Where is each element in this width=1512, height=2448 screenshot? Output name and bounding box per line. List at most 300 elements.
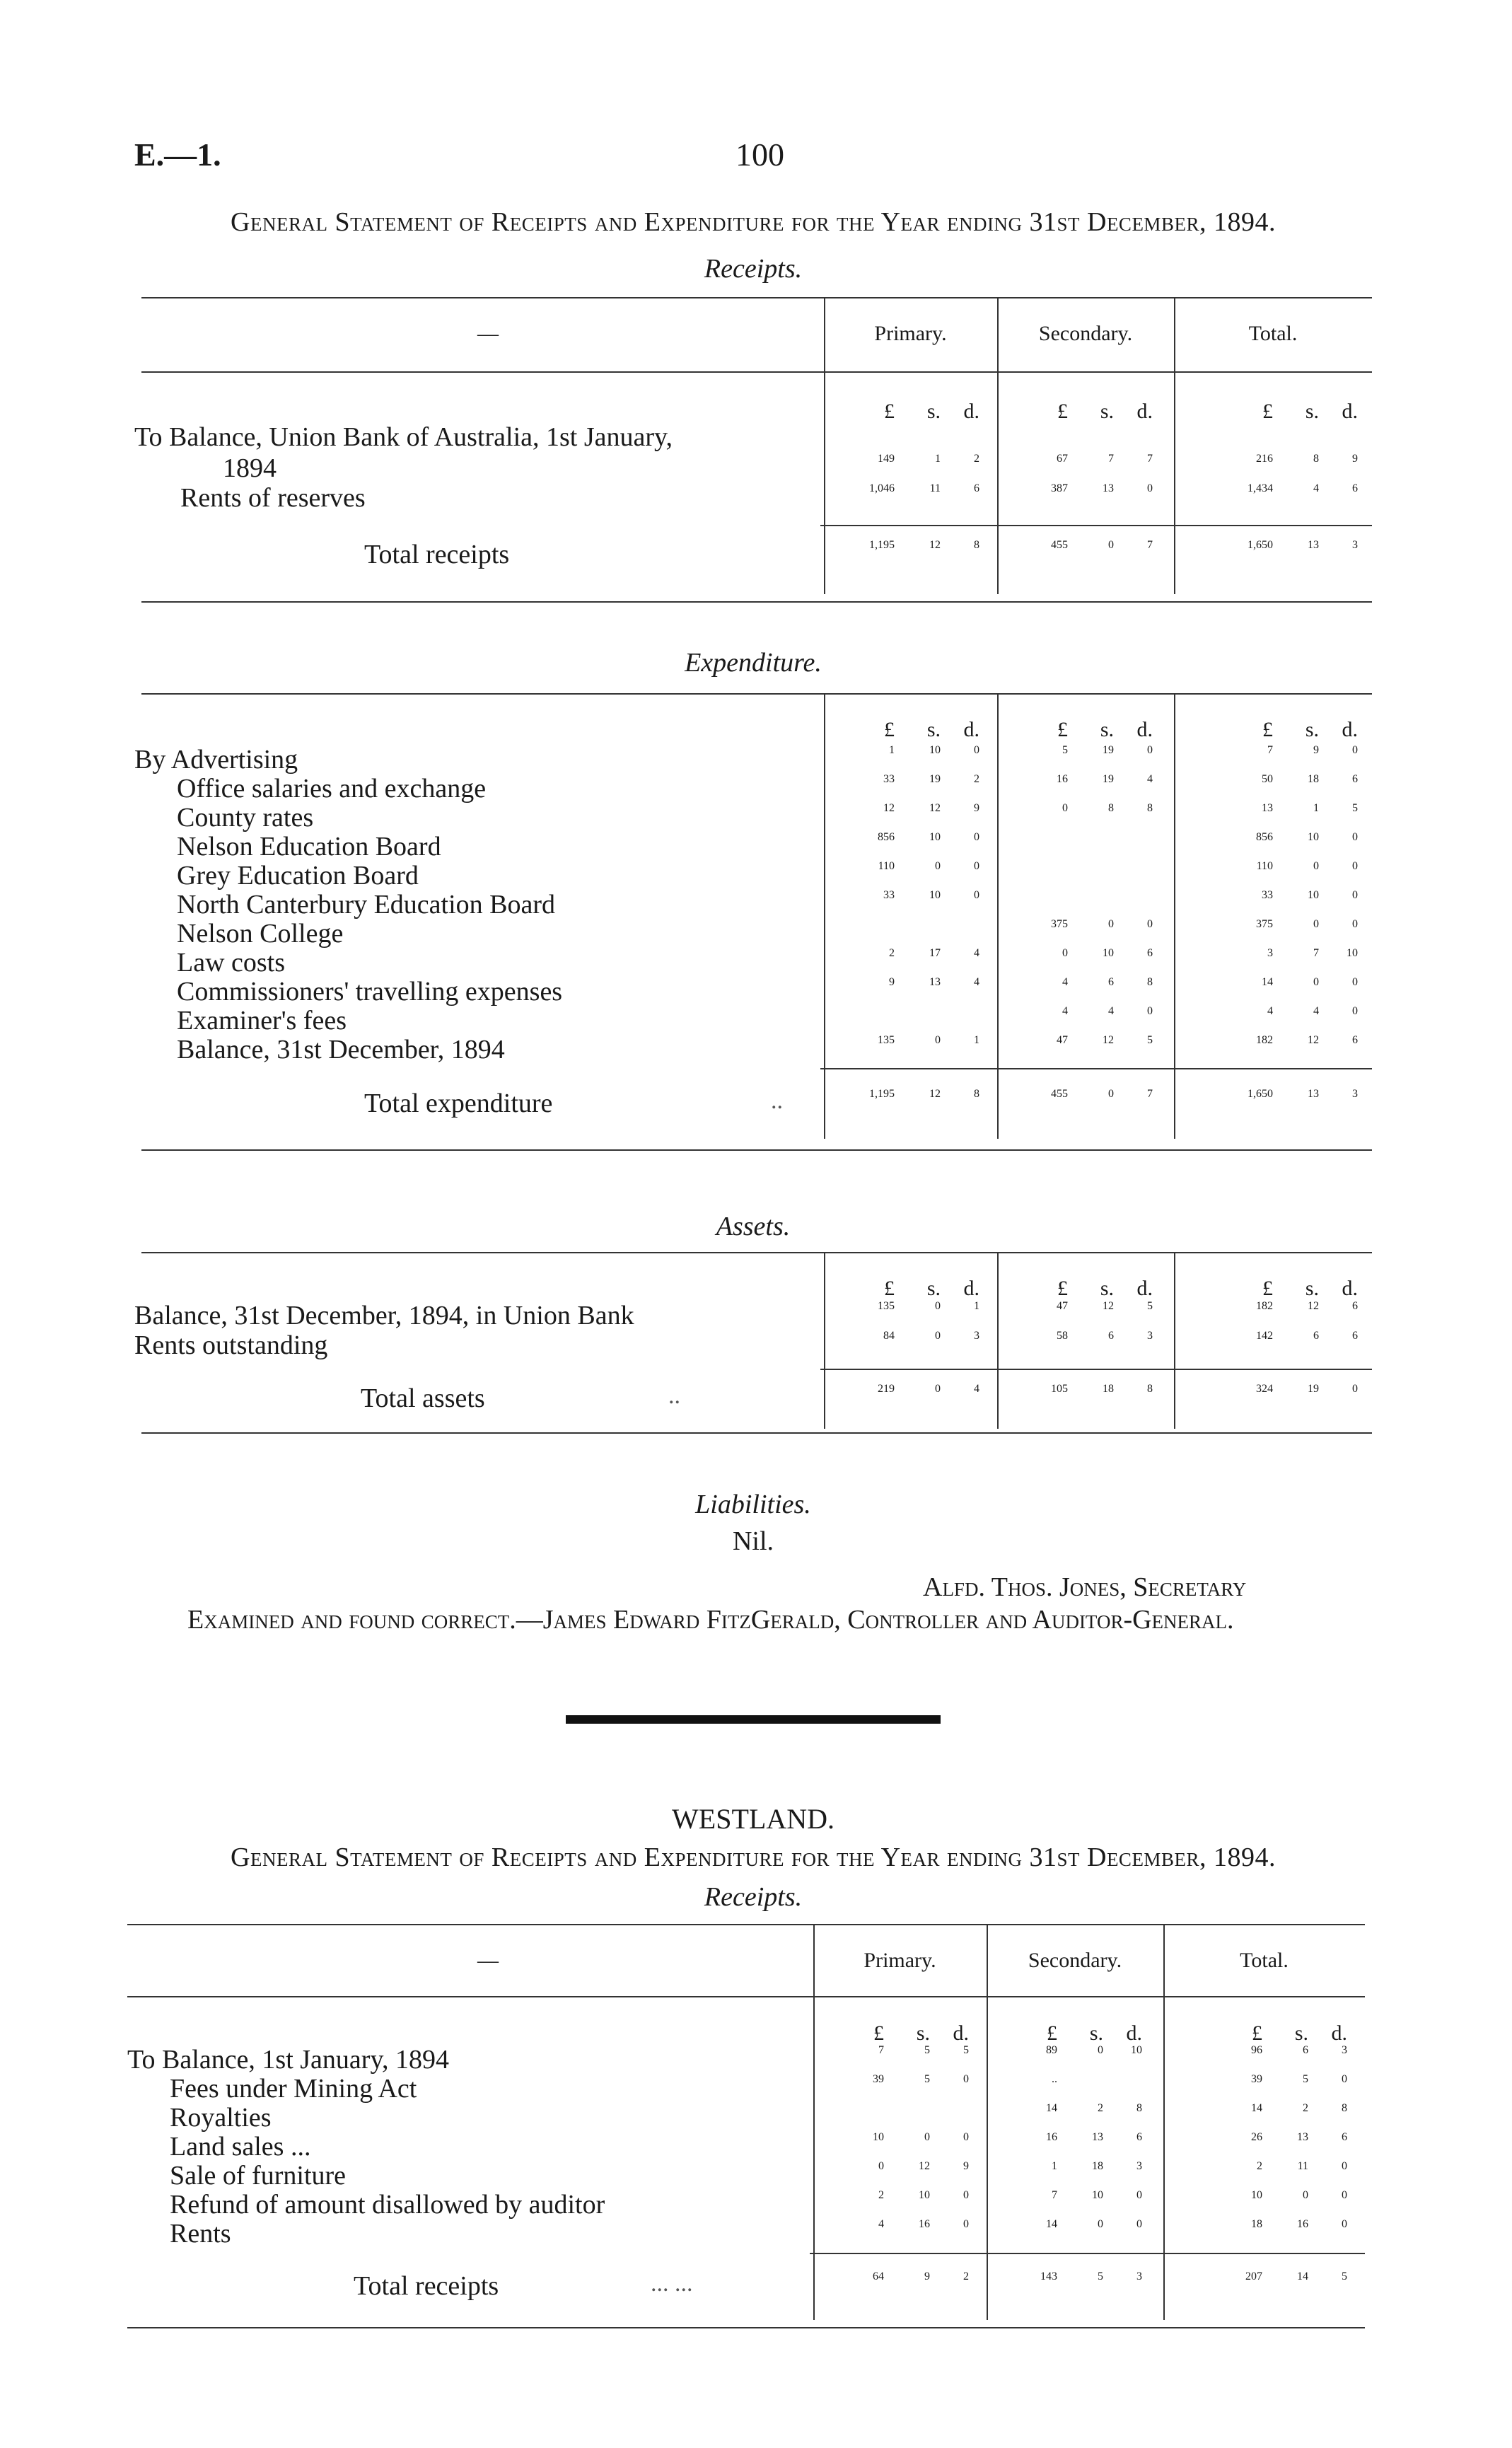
column-secondary: Secondary. — [1038, 322, 1133, 345]
expenditure-label: County rates — [177, 803, 314, 833]
secondary-unit-shillings: s. — [1100, 1277, 1114, 1300]
expenditure-row-t-pence: 0 — [1352, 976, 1358, 988]
expenditure-heading: Expenditure. — [685, 648, 822, 678]
column-divider — [824, 693, 825, 1139]
asset-row-s-pounds: 58 — [1057, 1330, 1068, 1342]
expenditure-row-t-pounds: 50 — [1262, 773, 1273, 785]
expenditure-row-t-pounds: 3 — [1267, 947, 1273, 959]
receipt-row-s-pounds: 14 — [1046, 2218, 1057, 2230]
receipt-row-s-pence: 0 — [1136, 2218, 1142, 2230]
asset-row-t-pounds: 142 — [1256, 1330, 1273, 1342]
table-rule — [820, 1068, 1372, 1069]
column-divider — [824, 1252, 825, 1429]
expenditure-row-s-pence: 5 — [1147, 1034, 1153, 1046]
expenditure-row-s-shillings: 6 — [1108, 976, 1114, 988]
receipt-row-t-shillings: 16 — [1297, 2218, 1308, 2230]
expenditure-row-s-pence: 8 — [1147, 976, 1153, 988]
leader-dots: .. — [771, 1088, 783, 1114]
table-rule — [141, 1432, 1372, 1434]
total-assets-label: Total assets — [361, 1383, 485, 1413]
expenditure-row-p-pounds: 33 — [883, 773, 895, 785]
total-receipts-label: Total receipts — [364, 540, 510, 569]
receipt-row-s-shillings: 18 — [1092, 2160, 1103, 2172]
expenditure-row-p-pence: 9 — [974, 802, 979, 814]
receipt-label: Refund of amount disallowed by auditor — [170, 2190, 605, 2220]
column-divider — [987, 1924, 988, 2320]
asset-row-t-pounds: 182 — [1256, 1300, 1273, 1312]
total-unit-shillings: s. — [1305, 718, 1319, 741]
total-assets-row-s-pence: 8 — [1147, 1383, 1153, 1395]
asset-row-t-shillings: 12 — [1308, 1300, 1319, 1312]
expenditure-label: Nelson College — [177, 919, 344, 949]
total-receipts-row-t-pounds: 207 — [1245, 2270, 1262, 2282]
receipt-label: To Balance, 1st January, 1894 — [127, 2045, 449, 2075]
table-rule — [141, 693, 1372, 695]
total-receipts-row-p-shillings: 12 — [929, 539, 941, 551]
secondary-unit-pounds: £ — [1057, 400, 1068, 423]
expenditure-row-s-pence: 8 — [1147, 802, 1153, 814]
receipt-label: Sale of furniture — [170, 2161, 347, 2191]
total-receipts-row-t-shillings: 13 — [1308, 539, 1319, 551]
table-rule — [810, 2253, 1365, 2254]
receipt-row-balance-p-pence: 2 — [974, 453, 979, 465]
table-rule — [820, 525, 1372, 526]
receipt-row-s-shillings: 2 — [1098, 2102, 1103, 2114]
expenditure-row-t-pence: 0 — [1352, 1005, 1358, 1017]
liabilities-value: Nil. — [732, 1526, 774, 1556]
expenditure-row-p-pence: 0 — [974, 889, 979, 901]
asset-row-p-pence: 3 — [974, 1330, 979, 1342]
receipt-row-t-pence: 0 — [1342, 2160, 1347, 2172]
total-unit-shillings: s. — [1305, 1277, 1319, 1300]
receipt-label: Fees under Mining Act — [170, 2074, 417, 2104]
total-unit-pence: d. — [1342, 1277, 1358, 1300]
expenditure-row-p-pounds: 33 — [883, 889, 895, 901]
total-receipts-row-s-pence: 7 — [1147, 539, 1153, 551]
receipt-row-rents-t-pounds: 1,434 — [1248, 482, 1273, 494]
expenditure-row-p-pence: 0 — [974, 831, 979, 843]
expenditure-row-p-shillings: 0 — [935, 860, 941, 872]
assets-heading: Assets. — [716, 1212, 791, 1241]
statement-title: General Statement of Receipts and Expenditure for the Year ending 31st December, 1894. — [231, 207, 1276, 237]
expenditure-row-s-shillings: 8 — [1108, 802, 1114, 814]
expenditure-row-p-pounds: 135 — [878, 1034, 895, 1046]
expenditure-row-t-shillings: 7 — [1313, 947, 1319, 959]
receipt-row-p-shillings: 16 — [919, 2218, 930, 2230]
total-unit-shillings: s. — [1305, 400, 1319, 423]
table-rule — [141, 371, 1372, 373]
total-receipts-row-t-shillings: 14 — [1297, 2270, 1308, 2282]
column-divider — [824, 297, 825, 594]
secondary-unit-pounds: £ — [1047, 2021, 1057, 2045]
expenditure-row-t-pence: 10 — [1347, 947, 1358, 959]
secondary-unit-pence: d. — [1136, 1277, 1153, 1300]
asset-row-s-pounds: 47 — [1057, 1300, 1068, 1312]
expenditure-row-s-shillings: 4 — [1108, 1005, 1114, 1017]
expenditure-row-t-shillings: 0 — [1313, 976, 1319, 988]
receipt-row-t-shillings: 11 — [1297, 2160, 1308, 2172]
secondary-unit-pounds: £ — [1057, 718, 1068, 741]
receipt-row-s-pounds: 1 — [1052, 2160, 1057, 2172]
column-divider — [813, 1924, 815, 2320]
receipt-row-p-pence: 0 — [963, 2131, 969, 2143]
receipt-row-balance-s-pence: 7 — [1147, 453, 1153, 465]
asset-label: Rents outstanding — [134, 1330, 328, 1360]
receipt-row-balance-t-pounds: 216 — [1256, 453, 1273, 465]
total-receipts-row-p-shillings: 9 — [924, 2270, 930, 2282]
receipts-heading: Receipts. — [704, 254, 803, 284]
receipt-label: Rents of reserves — [180, 483, 366, 513]
receipt-row-t-pounds: 26 — [1251, 2131, 1262, 2143]
expenditure-row-s-pounds: 5 — [1062, 744, 1068, 756]
column-divider — [1174, 1252, 1175, 1429]
expenditure-row-t-pounds: 110 — [1256, 860, 1273, 872]
total-expenditure-row-s-pounds: 455 — [1051, 1088, 1068, 1100]
asset-row-t-pence: 6 — [1352, 1330, 1358, 1342]
receipt-row-rents-p-shillings: 11 — [929, 482, 941, 494]
receipt-label: Rents — [170, 2219, 231, 2249]
expenditure-row-s-pounds: 375 — [1051, 918, 1068, 930]
leader-dots: ... ... — [651, 2270, 693, 2297]
region-title: WESTLAND. — [672, 1803, 834, 1835]
expenditure-row-t-pence: 0 — [1352, 831, 1358, 843]
receipt-row-t-pence: 3 — [1342, 2044, 1347, 2056]
receipt-row-p-pounds: 39 — [873, 2073, 884, 2085]
receipt-row-p-pence: 0 — [963, 2073, 969, 2085]
asset-row-t-pence: 6 — [1352, 1300, 1358, 1312]
table-rule — [141, 601, 1372, 603]
total-expenditure-row-s-shillings: 0 — [1108, 1088, 1114, 1100]
primary-unit-pence: d. — [963, 1277, 979, 1300]
expenditure-row-t-pounds: 375 — [1256, 918, 1273, 930]
receipt-row-p-pounds: 2 — [878, 2189, 884, 2201]
receipt-label: Royalties — [170, 2103, 272, 2133]
total-receipts-row-s-pounds: 455 — [1051, 539, 1068, 551]
expenditure-row-s-pence: 0 — [1147, 744, 1153, 756]
receipt-row-s-pounds: 7 — [1052, 2189, 1057, 2201]
receipt-label: To Balance, Union Bank of Australia, 1st January, — [134, 422, 673, 452]
receipt-label-cont: 1894 — [223, 453, 277, 483]
receipt-row-p-shillings: 5 — [924, 2044, 930, 2056]
asset-row-s-shillings: 6 — [1108, 1330, 1114, 1342]
secretary-signature: Alfd. Thos. Jones, Secretary — [923, 1572, 1247, 1602]
expenditure-row-t-shillings: 10 — [1308, 831, 1319, 843]
primary-unit-pounds: £ — [884, 718, 895, 741]
receipt-row-rents-t-shillings: 4 — [1313, 482, 1319, 494]
page-number: 100 — [735, 137, 784, 173]
secondary-unit-pence: d. — [1126, 2021, 1142, 2045]
table-top-rule — [141, 297, 1372, 298]
receipt-row-s-pounds: 16 — [1046, 2131, 1057, 2143]
expenditure-row-p-pounds: 12 — [883, 802, 895, 814]
expenditure-row-t-pence: 5 — [1352, 802, 1358, 814]
receipt-row-balance-t-pence: 9 — [1352, 453, 1358, 465]
primary-unit-pounds: £ — [873, 2021, 884, 2045]
expenditure-row-t-pounds: 856 — [1256, 831, 1273, 843]
expenditure-row-p-pounds: 9 — [889, 976, 895, 988]
total-assets-row-s-pounds: 105 — [1051, 1383, 1068, 1395]
receipt-row-rents-s-shillings: 13 — [1103, 482, 1114, 494]
primary-unit-pence: d. — [963, 400, 979, 423]
expenditure-row-t-pence: 0 — [1352, 860, 1358, 872]
receipt-row-s-pounds: .. — [1052, 2073, 1057, 2085]
primary-unit-shillings: s. — [926, 1277, 941, 1300]
expenditure-row-p-pence: 1 — [974, 1034, 979, 1046]
total-assets-row-t-pence: 0 — [1352, 1383, 1358, 1395]
expenditure-row-s-pence: 4 — [1147, 773, 1153, 785]
receipt-row-p-pence: 0 — [963, 2189, 969, 2201]
total-unit-shillings: s. — [1294, 2021, 1308, 2045]
expenditure-row-t-shillings: 0 — [1313, 918, 1319, 930]
receipt-row-p-pence: 5 — [963, 2044, 969, 2056]
receipt-row-t-pounds: 18 — [1251, 2218, 1262, 2230]
column-primary: Primary. — [863, 1949, 936, 1972]
expenditure-label: Nelson Education Board — [177, 832, 441, 862]
receipt-row-balance-s-pounds: 67 — [1057, 453, 1068, 465]
total-assets-row-t-shillings: 19 — [1308, 1383, 1319, 1395]
receipt-row-s-shillings: 0 — [1098, 2218, 1103, 2230]
receipt-row-t-pence: 0 — [1342, 2073, 1347, 2085]
expenditure-row-t-shillings: 9 — [1313, 744, 1319, 756]
receipt-row-p-shillings: 10 — [919, 2189, 930, 2201]
expenditure-row-p-pence: 0 — [974, 860, 979, 872]
column-secondary: Secondary. — [1028, 1949, 1122, 1972]
total-unit-pounds: £ — [1262, 400, 1273, 423]
expenditure-label: Commissioners' travelling expenses — [177, 977, 563, 1007]
expenditure-row-t-pounds: 4 — [1267, 1005, 1273, 1017]
auditor-note: Examined and found correct.—James Edward FitzGerald, Controller and Auditor-General. — [187, 1605, 1234, 1635]
total-receipts-row-s-pence: 3 — [1136, 2270, 1142, 2282]
receipt-row-rents-s-pounds: 387 — [1051, 482, 1068, 494]
total-expenditure-row-t-shillings: 13 — [1308, 1088, 1319, 1100]
total-receipts-row-t-pence: 3 — [1352, 539, 1358, 551]
expenditure-row-t-shillings: 18 — [1308, 773, 1319, 785]
table-top-rule — [127, 1924, 1365, 1925]
expenditure-row-p-pence: 0 — [974, 744, 979, 756]
total-assets-row-p-pence: 4 — [974, 1383, 979, 1395]
receipt-row-p-pounds: 10 — [873, 2131, 884, 2143]
total-receipts-row-p-pence: 8 — [974, 539, 979, 551]
column-divider — [997, 1252, 999, 1429]
column-divider — [1174, 693, 1175, 1139]
expenditure-row-p-pence: 2 — [974, 773, 979, 785]
receipt-row-t-shillings: 13 — [1297, 2131, 1308, 2143]
receipt-row-balance-s-shillings: 7 — [1108, 453, 1114, 465]
asset-row-p-pounds: 135 — [878, 1300, 895, 1312]
total-receipts-row-s-shillings: 5 — [1098, 2270, 1103, 2282]
expenditure-row-p-shillings: 12 — [929, 802, 941, 814]
total-expenditure-row-p-shillings: 12 — [929, 1088, 941, 1100]
total-unit-pounds: £ — [1262, 1277, 1273, 1300]
receipt-row-balance-t-shillings: 8 — [1313, 453, 1319, 465]
receipt-row-rents-t-pence: 6 — [1352, 482, 1358, 494]
receipt-row-p-shillings: 5 — [924, 2073, 930, 2085]
asset-row-p-shillings: 0 — [935, 1300, 941, 1312]
receipt-row-t-shillings: 0 — [1303, 2189, 1308, 2201]
expenditure-label: North Canterbury Education Board — [177, 890, 556, 920]
expenditure-row-p-pounds: 856 — [878, 831, 895, 843]
total-assets-row-p-shillings: 0 — [935, 1383, 941, 1395]
receipt-row-s-shillings: 0 — [1098, 2044, 1103, 2056]
receipt-row-p-shillings: 0 — [924, 2131, 930, 2143]
total-receipts-row-t-pence: 5 — [1342, 2270, 1347, 2282]
expenditure-row-s-pounds: 4 — [1062, 1005, 1068, 1017]
expenditure-row-p-pence: 4 — [974, 976, 979, 988]
section-divider — [566, 1715, 941, 1724]
expenditure-row-t-pounds: 33 — [1262, 889, 1273, 901]
total-receipts-row-p-pounds: 64 — [873, 2270, 884, 2282]
receipt-row-rents-p-pence: 6 — [974, 482, 979, 494]
expenditure-row-s-shillings: 10 — [1103, 947, 1114, 959]
receipt-row-t-pence: 6 — [1342, 2131, 1347, 2143]
total-receipts-row-t-pounds: 1,650 — [1248, 539, 1273, 551]
expenditure-row-t-shillings: 10 — [1308, 889, 1319, 901]
receipt-row-t-shillings: 2 — [1303, 2102, 1308, 2114]
total-assets-row-p-pounds: 219 — [878, 1383, 895, 1395]
receipts-heading-2: Receipts. — [704, 1882, 803, 1912]
expenditure-label: Grey Education Board — [177, 861, 419, 891]
expenditure-label: Law costs — [177, 948, 286, 978]
column-blank: — — [477, 1949, 499, 1972]
expenditure-row-t-pounds: 14 — [1262, 976, 1273, 988]
primary-unit-pence: d. — [953, 2021, 969, 2045]
expenditure-row-s-pounds: 16 — [1057, 773, 1068, 785]
primary-unit-shillings: s. — [916, 2021, 930, 2045]
receipt-row-s-pence: 6 — [1136, 2131, 1142, 2143]
expenditure-row-p-pounds: 2 — [889, 947, 895, 959]
table-rule — [127, 2327, 1365, 2328]
total-receipts-row-p-pence: 2 — [963, 2270, 969, 2282]
secondary-unit-pence: d. — [1136, 718, 1153, 741]
primary-unit-shillings: s. — [926, 718, 941, 741]
total-receipts-row-s-pounds: 143 — [1040, 2270, 1057, 2282]
expenditure-row-p-shillings: 0 — [935, 1034, 941, 1046]
asset-row-p-pence: 1 — [974, 1300, 979, 1312]
receipt-row-t-pounds: 2 — [1257, 2160, 1262, 2172]
total-expenditure-row-p-pounds: 1,195 — [869, 1088, 895, 1100]
expenditure-row-s-pence: 0 — [1147, 918, 1153, 930]
asset-label: Balance, 31st December, 1894, in Union Bank — [134, 1301, 634, 1330]
expenditure-row-t-pounds: 13 — [1262, 802, 1273, 814]
expenditure-row-p-shillings: 10 — [929, 889, 941, 901]
leader-dots: .. — [668, 1383, 680, 1409]
expenditure-row-p-pounds: 110 — [878, 860, 895, 872]
statement-title-2: General Statement of Receipts and Expenditure for the Year ending 31st December, 1894. — [231, 1843, 1276, 1872]
receipt-row-s-pounds: 14 — [1046, 2102, 1057, 2114]
receipt-row-rents-s-pence: 0 — [1147, 482, 1153, 494]
expenditure-row-t-pence: 6 — [1352, 773, 1358, 785]
expenditure-row-s-pence: 0 — [1147, 1005, 1153, 1017]
receipt-row-t-pence: 0 — [1342, 2218, 1347, 2230]
asset-row-p-shillings: 0 — [935, 1330, 941, 1342]
secondary-unit-pounds: £ — [1057, 1277, 1068, 1300]
receipt-row-t-pence: 0 — [1342, 2189, 1347, 2201]
asset-row-p-pounds: 84 — [883, 1330, 895, 1342]
total-unit-pence: d. — [1331, 2021, 1347, 2045]
expenditure-label: Balance, 31st December, 1894 — [177, 1035, 505, 1065]
expenditure-row-t-pence: 0 — [1352, 918, 1358, 930]
receipt-row-s-shillings: 10 — [1092, 2189, 1103, 2201]
total-assets-row-t-pounds: 324 — [1256, 1383, 1273, 1395]
receipt-row-p-pounds: 0 — [878, 2160, 884, 2172]
expenditure-row-p-shillings: 17 — [929, 947, 941, 959]
expenditure-row-p-pence: 4 — [974, 947, 979, 959]
secondary-unit-shillings: s. — [1089, 2021, 1103, 2045]
expenditure-row-s-shillings: 12 — [1103, 1034, 1114, 1046]
total-receipts-row-p-pounds: 1,195 — [869, 539, 895, 551]
total-expenditure-row-t-pounds: 1,650 — [1248, 1088, 1273, 1100]
expenditure-row-p-shillings: 10 — [929, 831, 941, 843]
column-total: Total. — [1240, 1949, 1289, 1972]
receipt-row-t-shillings: 6 — [1303, 2044, 1308, 2056]
receipt-row-s-pence: 10 — [1131, 2044, 1142, 2056]
expenditure-label: Office salaries and exchange — [177, 774, 487, 804]
primary-unit-pounds: £ — [884, 1277, 895, 1300]
receipt-row-s-pence: 8 — [1136, 2102, 1142, 2114]
asset-row-s-shillings: 12 — [1103, 1300, 1114, 1312]
receipt-row-p-pounds: 7 — [878, 2044, 884, 2056]
total-receipts-row-s-shillings: 0 — [1108, 539, 1114, 551]
expenditure-label: Examiner's fees — [177, 1006, 347, 1036]
liabilities-heading: Liabilities. — [695, 1490, 811, 1519]
expenditure-row-s-shillings: 19 — [1103, 744, 1114, 756]
table-rule — [127, 1996, 1365, 1997]
receipt-row-p-pence: 9 — [963, 2160, 969, 2172]
expenditure-row-t-shillings: 4 — [1313, 1005, 1319, 1017]
asset-row-t-shillings: 6 — [1313, 1330, 1319, 1342]
primary-unit-pounds: £ — [884, 400, 895, 423]
expenditure-row-t-pence: 6 — [1352, 1034, 1358, 1046]
total-unit-pounds: £ — [1252, 2021, 1262, 2045]
expenditure-row-t-shillings: 1 — [1313, 802, 1319, 814]
asset-row-s-pence: 5 — [1147, 1300, 1153, 1312]
receipt-row-p-pounds: 4 — [878, 2218, 884, 2230]
expenditure-row-t-pounds: 7 — [1267, 744, 1273, 756]
table-rule — [141, 1149, 1372, 1151]
expenditure-label: By Advertising — [134, 745, 298, 775]
expenditure-row-s-pounds: 0 — [1062, 802, 1068, 814]
expenditure-row-t-pounds: 182 — [1256, 1034, 1273, 1046]
total-unit-pounds: £ — [1262, 718, 1273, 741]
receipt-row-balance-p-shillings: 1 — [935, 453, 941, 465]
receipt-row-s-pounds: 89 — [1046, 2044, 1057, 2056]
column-divider — [997, 693, 999, 1139]
expenditure-row-s-pounds: 4 — [1062, 976, 1068, 988]
total-unit-pence: d. — [1342, 718, 1358, 741]
receipt-row-t-pounds: 14 — [1251, 2102, 1262, 2114]
total-expenditure-label: Total expenditure — [364, 1089, 553, 1118]
column-total: Total. — [1248, 322, 1298, 345]
receipt-row-s-shillings: 13 — [1092, 2131, 1103, 2143]
expenditure-row-p-pounds: 1 — [889, 744, 895, 756]
receipt-row-t-pounds: 96 — [1251, 2044, 1262, 2056]
secondary-unit-pence: d. — [1136, 400, 1153, 423]
total-expenditure-row-p-pence: 8 — [974, 1088, 979, 1100]
column-blank: — — [477, 322, 499, 345]
expenditure-row-s-pounds: 0 — [1062, 947, 1068, 959]
total-assets-row-s-shillings: 18 — [1103, 1383, 1114, 1395]
column-divider — [997, 297, 999, 594]
expenditure-row-p-shillings: 10 — [929, 744, 941, 756]
receipt-row-rents-p-pounds: 1,046 — [869, 482, 895, 494]
table-rule — [820, 1369, 1372, 1370]
expenditure-row-s-shillings: 19 — [1103, 773, 1114, 785]
receipt-label: Land sales ... — [170, 2132, 311, 2162]
primary-unit-pence: d. — [963, 718, 979, 741]
table-rule — [141, 1252, 1372, 1253]
column-divider — [1174, 297, 1175, 594]
expenditure-row-s-pence: 6 — [1147, 947, 1153, 959]
